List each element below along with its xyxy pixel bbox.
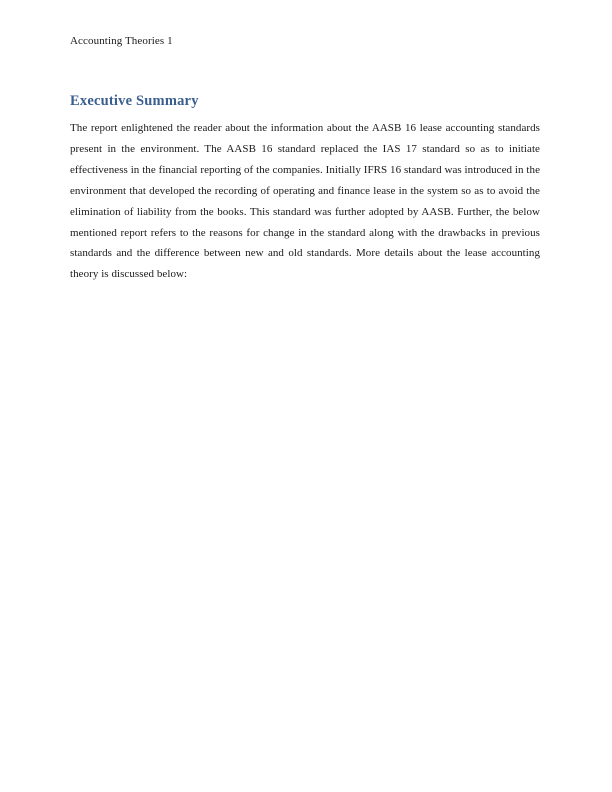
executive-summary-paragraph: The report enlightened the reader about the information about the AASB 16 lease accounting standards present in the environment. The AASB 16 standard replaced the IAS 17 standard so as to initiate effectiveness in the financial reporting of the companies. Initially IFRS 16 standard was introduced in the environment that developed the recording of operating and finance lease in the system so as to avoid the elimination of liability from the books. This standard was further adopted by AASB. Further, the below mentioned report refers to the reasons for change in the standard along with the drawbacks in previous standards and the difference between new and old standards. More details about the lease accounting theory is discussed below: (70, 122, 540, 281)
page-title: Executive Summary (70, 93, 199, 109)
document-body (70, 92, 540, 285)
running-header: Accounting Theories 1 (70, 35, 173, 47)
